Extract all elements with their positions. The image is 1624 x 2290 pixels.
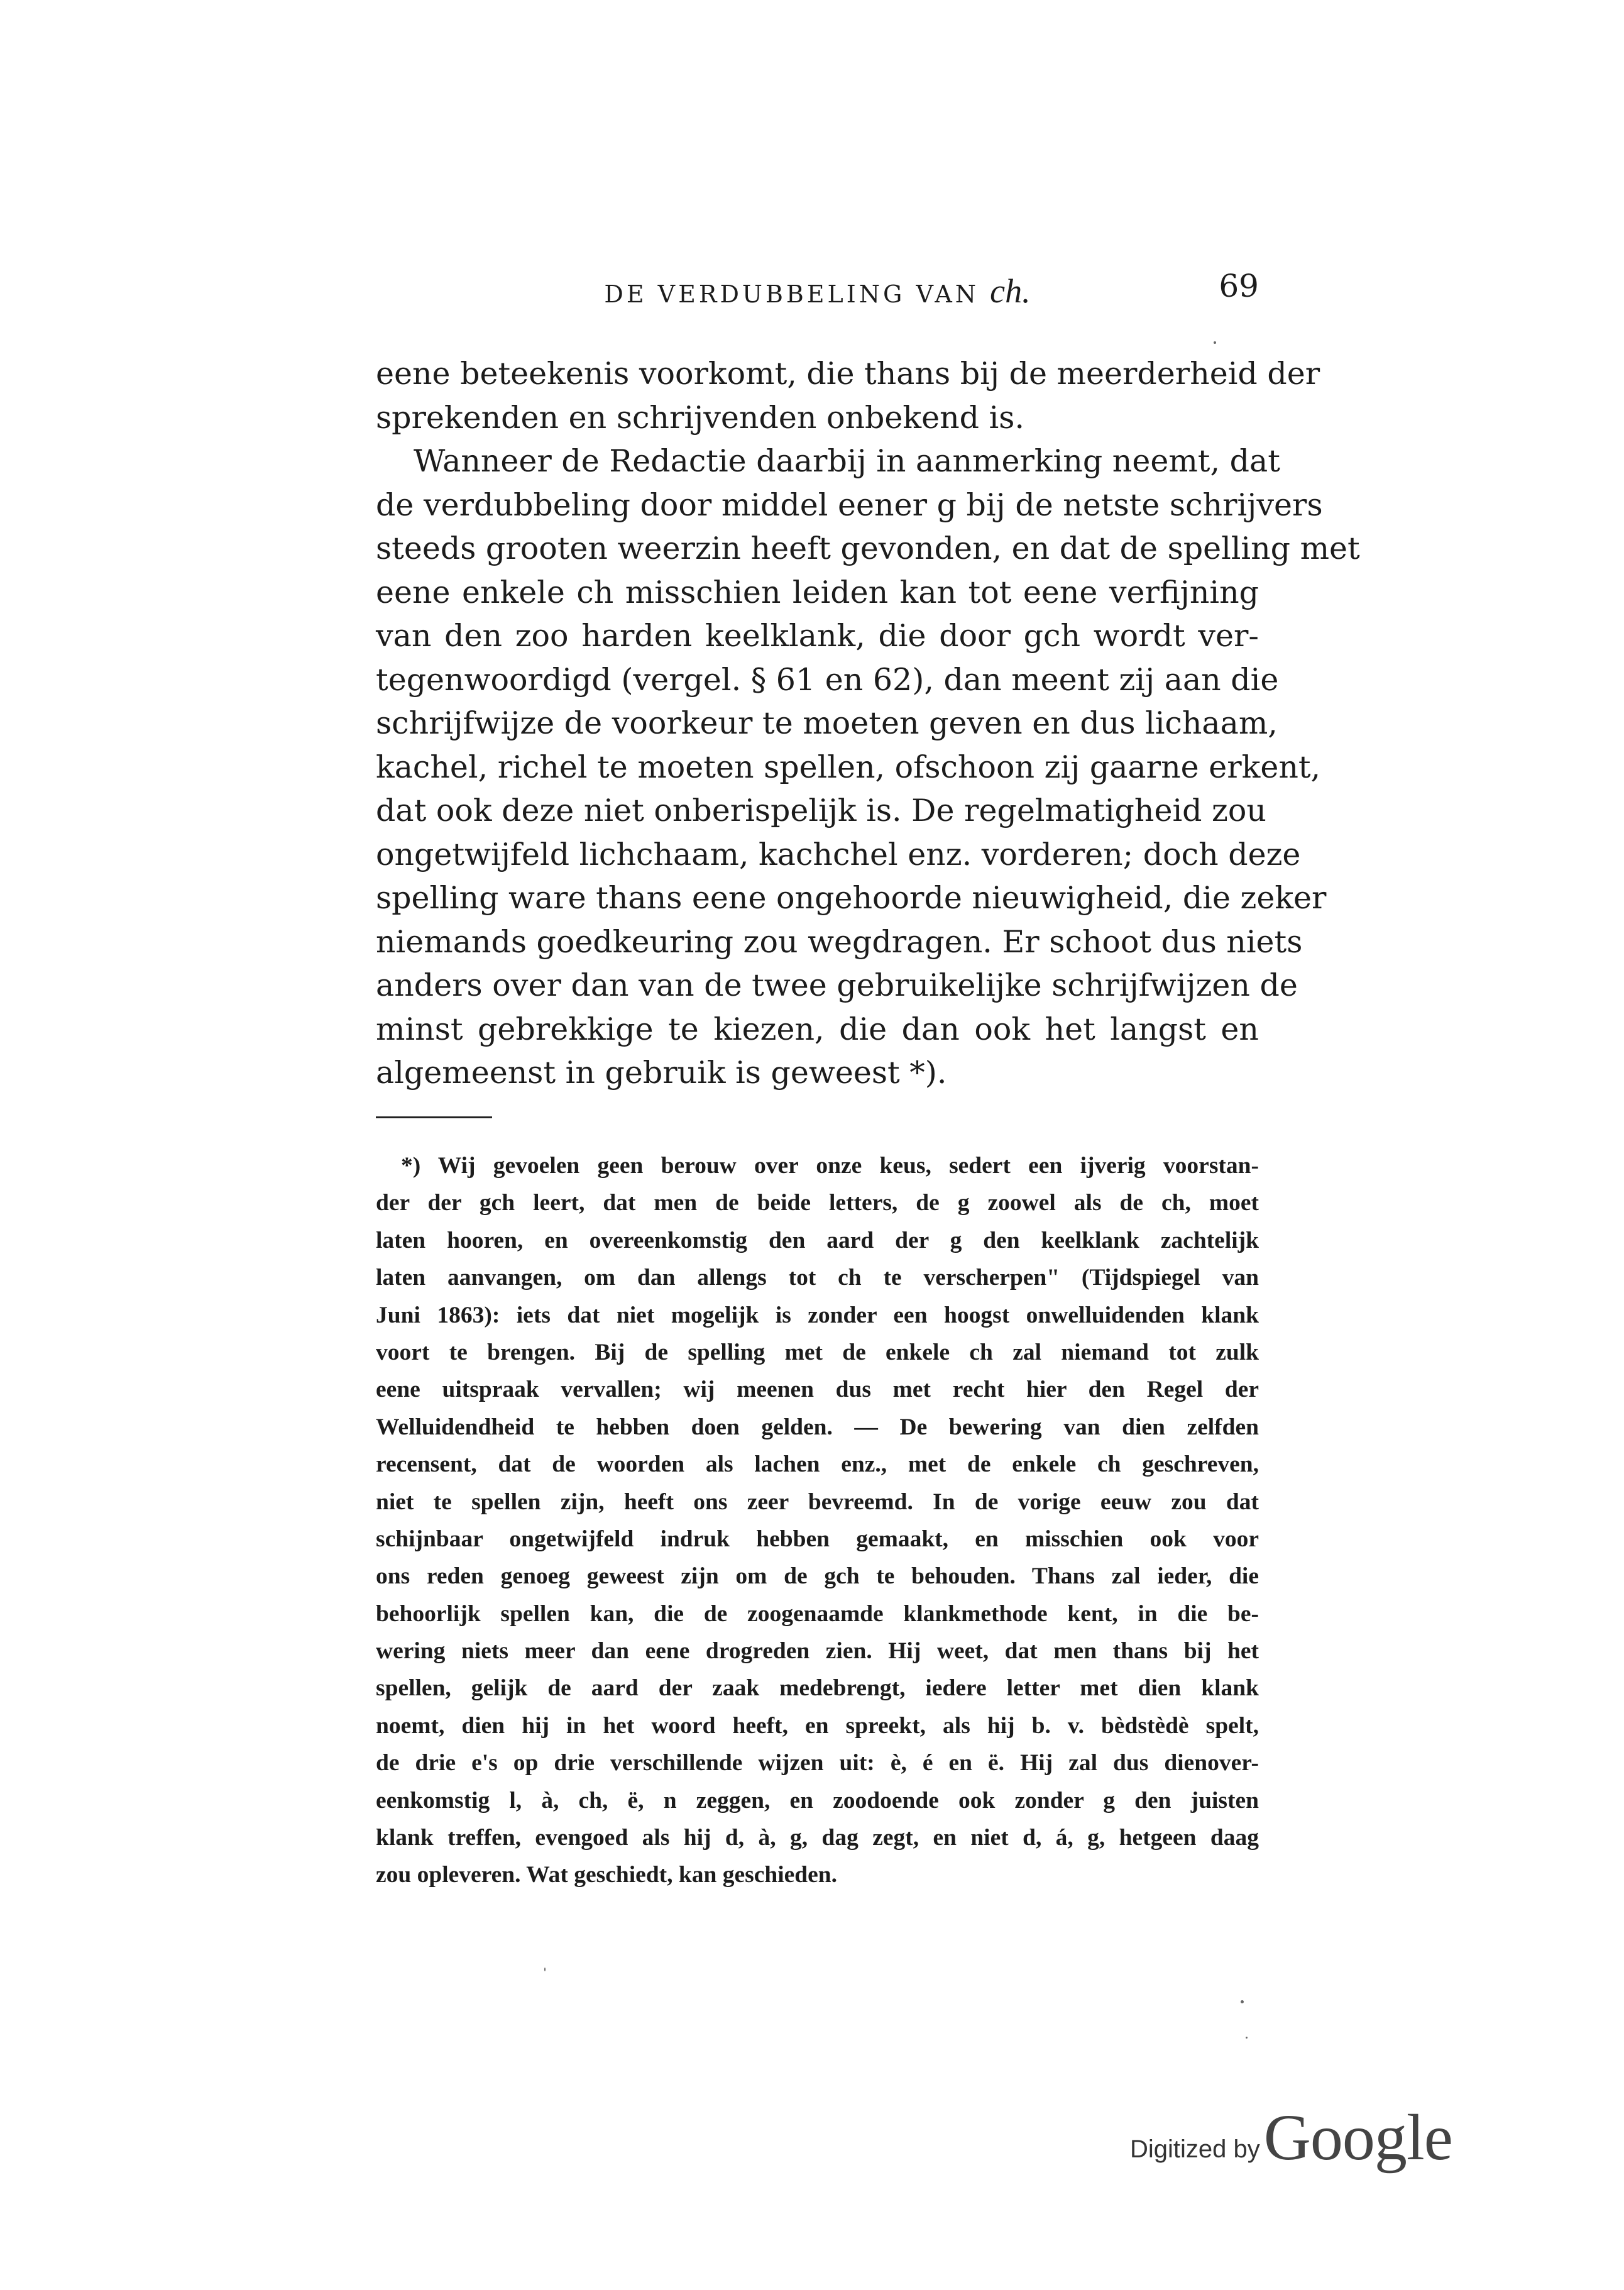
footnote-line: ons reden genoeg geweest zijn om de gch te behouden. Thans zal ieder, die <box>376 1563 1259 1590</box>
google-logo: Google <box>1263 2101 1452 2174</box>
body-line: Wanneer de Redactie daarbij in aanmerking neemt, dat <box>414 443 1280 479</box>
digitized-by-google-watermark <box>1130 2093 1452 2175</box>
footnote-line: behoorlijk spellen kan, die de zoogenaamde klankmethode kent, in die be- <box>376 1600 1259 1627</box>
running-title-italic: ch. <box>990 272 1031 310</box>
body-line: dat ook deze niet onberispelijk is. De regelmatigheid zou <box>376 793 1266 828</box>
footnote-line: laten hooren, en overeenkomstig den aard der g den keelklank zachtelijk <box>376 1227 1259 1253</box>
body-line: schrijfwijze de voorkeur te moeten geven en dus lichaam, <box>376 705 1278 741</box>
body-line: steeds grooten weerzin heeft gevonden, en dat de spelling met <box>376 531 1360 566</box>
body-paragraphs <box>376 352 1360 1095</box>
scan-speck <box>1214 341 1216 344</box>
body-line: sprekenden en schrijvenden onbekend is. <box>376 399 1024 436</box>
footnote-line: *) Wij gevoelen geen berouw over onze keus, sedert een ijverig voorstan- <box>401 1153 1259 1179</box>
body-line: eene enkele ch misschien leiden kan tot eene verfijning <box>376 574 1259 610</box>
footnote-line: Juni 1863): iets dat niet mogelijk is zonder een hoogst onwelluidenden klank <box>376 1302 1259 1328</box>
watermark-prefix: Digitized by <box>1130 2135 1260 2163</box>
footnote-line: Welluidendheid te hebben doen gelden. — De bewering van dien zelfden <box>376 1414 1259 1440</box>
footnote-line: de drie e's op drie verschillende wijzen uit: è, é en ë. Hij zal dus dienover- <box>376 1750 1259 1776</box>
scan-speck <box>1246 2037 1248 2039</box>
body-line: minst gebrekkige te kiezen, die dan ook het langst en <box>376 1011 1259 1047</box>
body-line: niemands goedkeuring zou wegdragen. Er schoot dus niets <box>376 923 1303 960</box>
footnote <box>376 1147 1259 1894</box>
body-line: van den zoo harden keelklank, die door gch wordt ver- <box>376 618 1259 654</box>
footnote-line: wering niets meer dan eene drogreden zien. Hij weet, dat men thans bij het <box>376 1638 1259 1665</box>
footnote-line: zou opleveren. Wat geschiedt, kan geschieden. <box>376 1862 838 1888</box>
body-line: de verdubbeling door middel eener g bij de netste schrijvers <box>376 487 1323 523</box>
footnote-line: noemt, dien hij in het woord heeft, en spreekt, als hij b. v. bèdstèdè spelt, <box>376 1712 1259 1739</box>
body-line: algemeenst in gebruik is geweest *). <box>376 1055 947 1091</box>
scan-speck <box>544 1968 546 1971</box>
running-title: DE VERDUBBELING VAN ch. <box>604 272 1031 310</box>
body-line: ongetwijfeld lichchaam, kachchel enz. vorderen; doch deze <box>376 836 1301 873</box>
footnote-line: schijnbaar ongetwijfeld indruk hebben gemaakt, en misschien ook voor <box>376 1526 1259 1552</box>
body-line: spelling ware thans eene ongehoorde nieuwigheid, die zeker <box>376 880 1327 916</box>
footnote-line: laten aanvangen, om dan allengs tot ch te verscherpen" (Tijdspiegel van <box>376 1265 1259 1291</box>
footnote-line: eenkomstig l, à, ch, ë, n zeggen, en zoodoende ook zonder g den juisten <box>376 1787 1259 1814</box>
body-line: tegenwoordigd (vergel. § 61 en 62), dan meent zij aan die <box>376 661 1279 698</box>
body-line: eene beteekenis voorkomt, die thans bij de meerderheid der <box>376 356 1320 392</box>
body-line: kachel, richel te moeten spellen, ofschoon zij gaarne erkent, <box>376 749 1321 785</box>
footnote-line: spellen, gelijk de aard der zaak medebrengt, iedere letter met dien klank <box>376 1675 1259 1702</box>
body-line: anders over dan van de twee gebruikelijke schrijfwijzen de <box>376 967 1298 1003</box>
page-number: 69 <box>1219 268 1259 304</box>
footnote-line: klank treffen, evengoed als hij d, à, g, dag zegt, en niet d, á, g, hetgeen daag <box>376 1825 1259 1851</box>
footnote-line: niet te spellen zijn, heeft ons zeer bevreemd. In de vorige eeuw zou dat <box>376 1489 1259 1515</box>
footnote-line: recensent, dat de woorden als lachen enz., met de enkele ch geschreven, <box>376 1451 1259 1478</box>
scan-speck <box>1241 2000 1244 2003</box>
footnote-line: der der gch leert, dat men de beide letters, de g zoowel als de ch, moet <box>376 1190 1259 1216</box>
footnote-line: voort te brengen. Bij de spelling met de enkele ch zal niemand tot zulk <box>376 1339 1259 1365</box>
footnote-line: eene uitspraak vervallen; wij meenen dus met recht hier den Regel der <box>376 1377 1259 1403</box>
footnote-rule <box>376 1116 492 1118</box>
running-header <box>376 268 1259 316</box>
